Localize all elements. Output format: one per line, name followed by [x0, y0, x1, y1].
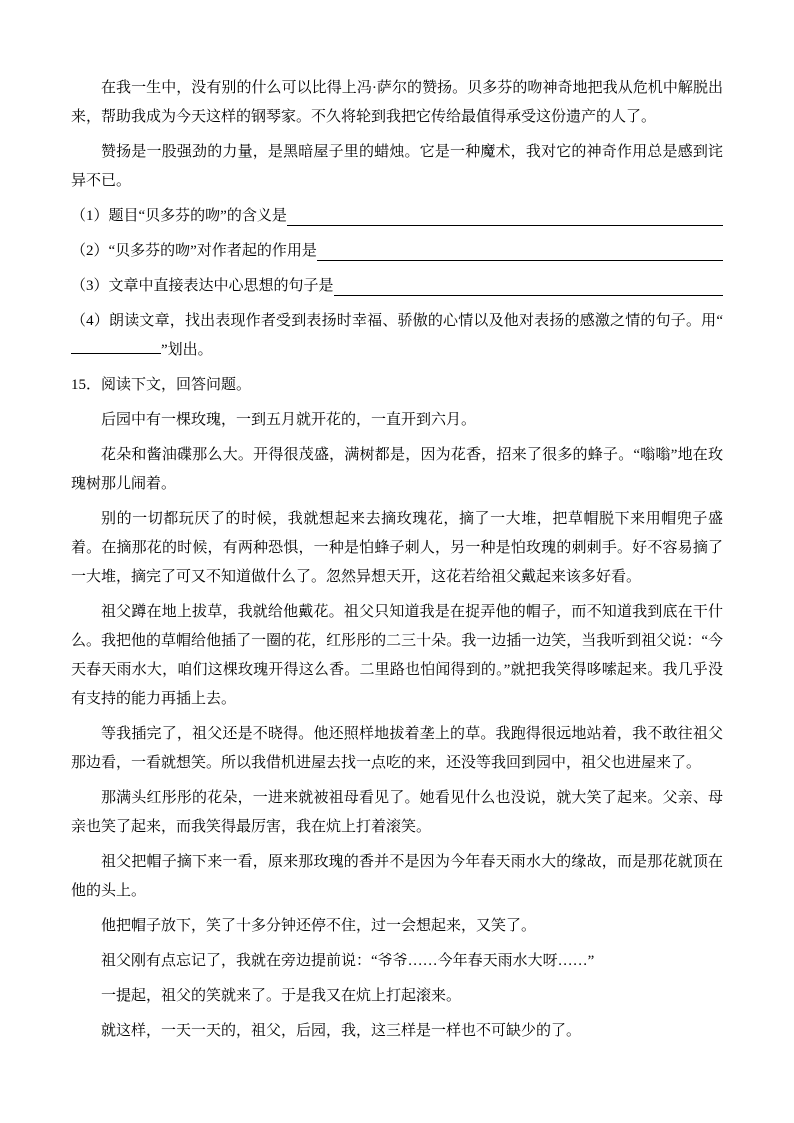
paragraph: 后园中有一棵玫瑰，一到五月就开花的，一直开到六月。 [101, 412, 477, 428]
paragraph: 赞扬是一股强劲的力量，是黑暗屋子里的蜡烛。它是一种魔术，我对它的神奇作用总是感到诧异不已。 [71, 144, 723, 189]
paragraph: 他把帽子放下，笑了十多分钟还停不住，过一会想起来，又笑了。 [101, 918, 537, 934]
question-number-heading: 15．阅读下文，回答问题。 [71, 377, 252, 393]
question-text-after-blank: ”划出。 [161, 342, 213, 358]
answer-blank-line [334, 295, 723, 296]
paragraph: 花朵和酱油碟那么大。开得很茂盛，满树都是，因为花香，招来了很多的蜂子。“嗡嗡”地在玫瑰树那儿闹着。 [71, 447, 723, 492]
paragraph: 祖父把帽子摘下来一看，原来那玫瑰的香并不是因为今年春天雨水大的缘故，而是那花就顶在他的头上。 [71, 854, 723, 899]
paragraph: 祖父蹲在地上拔草，我就给他戴花。祖父只知道我是在捉弄他的帽子，而不知道我到底在干什么。我把他的草帽给他插了一圈的花，红彤彤的二三十朵。我一边插一边笑，当我听到祖父说：“今天春天雨水大，咱们这棵玫瑰开得这么香。二里路也怕闻得到的。”就把我笑得哆嗦起来。我几乎没有支持的能力再插上去。 [71, 604, 723, 707]
question-text: （3）文章中直接表达中心思想的句子是 [71, 278, 334, 294]
paragraph: 就这样，一天一天的，祖父，后园，我，这三样是一样也不可缺少的了。 [101, 1023, 582, 1039]
question-text-before-blank: （4）朗读文章，找出表现作者受到表扬时幸福、骄傲的心情以及他对表扬的感激之情的句子。用“ [71, 313, 723, 329]
document-content [71, 74, 723, 1046]
question-with-inline-blank [71, 307, 723, 365]
paragraph: 等我插完了，祖父还是不晓得。他还照样地拔着垄上的草。我跑得很远地站着，我不敢往祖父那边看，一看就想笑。所以我借机进屋去找一点吃的来，还没等我回到园中，祖父也进屋来了。 [71, 726, 723, 771]
question-text: （1）题目“贝多芬的吻”的含义是 [71, 208, 287, 224]
question-text: （2）“贝多芬的吻”对作者起的作用是 [71, 243, 317, 259]
paragraph: 一提起，祖父的笑就来了。于是我又在炕上打起滚来。 [101, 988, 462, 1004]
answer-blank-line [317, 260, 723, 261]
answer-blank-line [287, 225, 723, 226]
paragraph: 祖父刚有点忘记了，我就在旁边提前说：“爷爷……今年春天雨水大呀……” [101, 953, 595, 969]
paragraph: 在我一生中，没有别的什么可以比得上冯·萨尔的赞扬。贝多芬的吻神奇地把我从危机中解脱出来，帮助我成为今天这样的钢琴家。不久将轮到我把它传给最值得承受这份遗产的人了。 [71, 80, 723, 125]
inline-answer-blank [71, 352, 161, 354]
paragraph: 别的一切都玩厌了的时候，我就想起来去摘玫瑰花，摘了一大堆，把草帽脱下来用帽兜子盛着。在摘那花的时候，有两种恐惧，一种是怕蜂子刺人，另一种是怕玫瑰的刺刺手。好不容易摘了一大堆，摘完了可又不知道做什么了。忽然异想天开，这花若给祖父戴起来该多好看。 [71, 511, 723, 585]
question-with-blank-line [71, 237, 723, 266]
question-with-blank-line [71, 202, 723, 231]
question-with-blank-line [71, 272, 723, 301]
paragraph: 那满头红彤彤的花朵，一进来就被祖母看见了。她看见什么也没说，就大笑了起来。父亲、母亲也笑了起来，而我笑得最厉害，我在炕上打着滚笑。 [71, 790, 723, 835]
